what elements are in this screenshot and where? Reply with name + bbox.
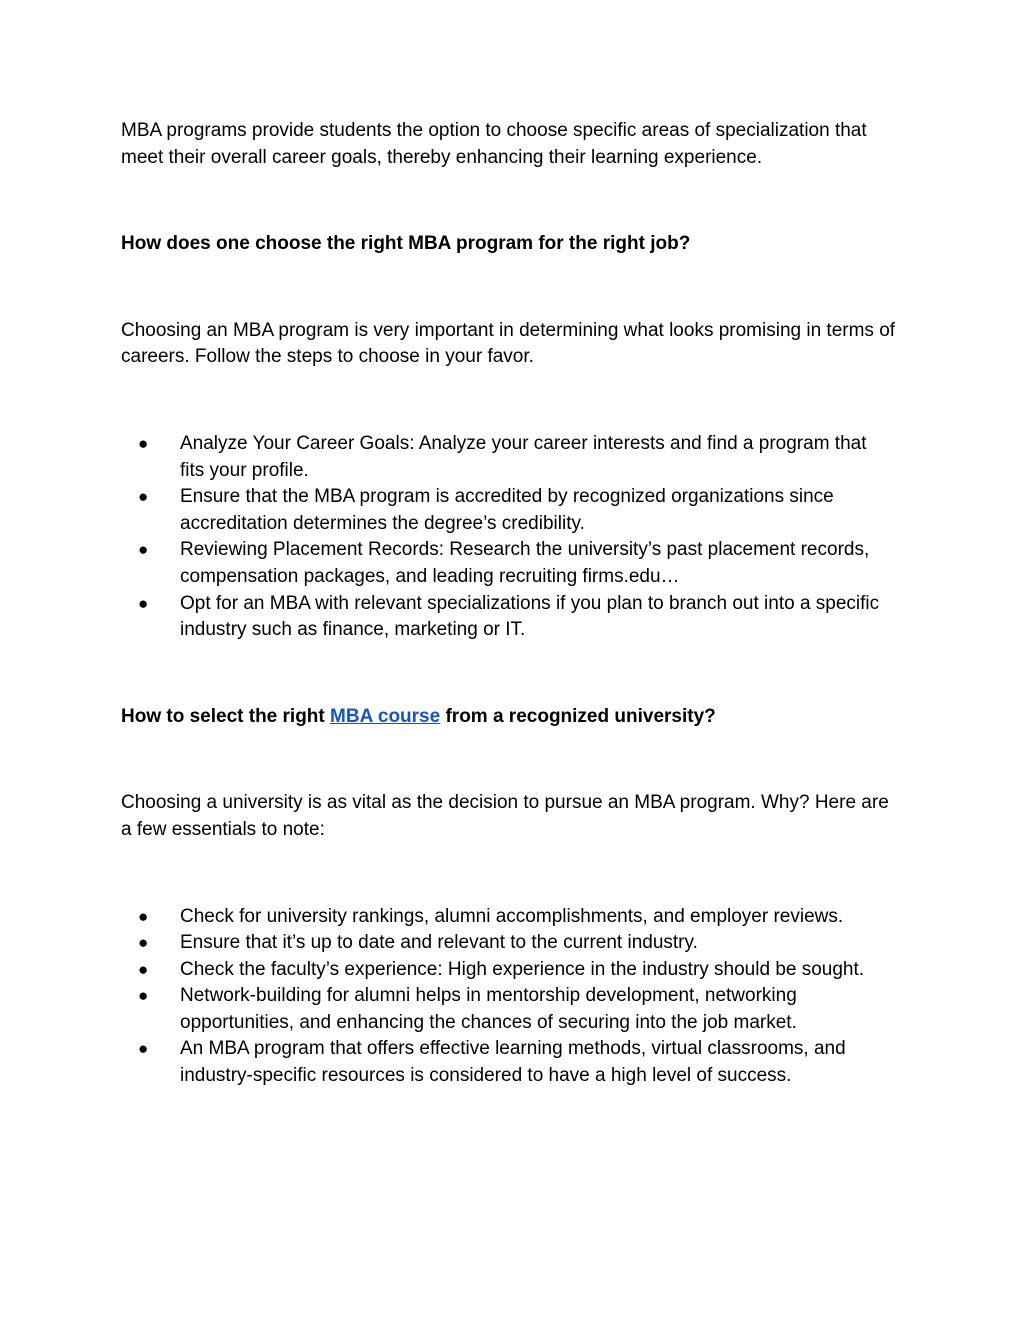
choose-program-paragraph: Choosing an MBA program is very important in determining what looks promising in terms of careers. Follow the steps to choose in your favor. [121, 319, 896, 368]
intro-paragraph: MBA programs provide students the option to choose specific areas of specialization that meet their overall career goals, thereby enhancing their learning experience. [121, 120, 867, 168]
list-item-text: Check the faculty’s experience: High experience in the industry should be sought. [180, 958, 865, 980]
bullet-icon: ● [138, 593, 149, 613]
bullet-icon: ● [138, 433, 149, 453]
section-heading-select-course [121, 704, 896, 731]
bullet-icon: ● [138, 906, 149, 926]
bullet-icon: ● [138, 986, 149, 1006]
bullet-icon: ● [138, 1039, 149, 1059]
list-item-text: Network-building for alumni helps in mentorship development, networking opportunities, and enhancing the chances of securing into the job market. [180, 985, 797, 1033]
list-item [121, 957, 896, 984]
list-item [121, 484, 896, 537]
career-steps-list [121, 431, 896, 644]
bullet-icon: ● [138, 540, 149, 560]
document-page [121, 118, 896, 1090]
heading-text-after: from a recognized university? [440, 705, 716, 727]
mba-course-link[interactable]: MBA course [330, 705, 441, 727]
list-item-text: An MBA program that offers effective learning methods, virtual classrooms, and industry-specific resources is considered to have a high level of success. [180, 1038, 846, 1087]
list-item [121, 591, 896, 644]
bullet-icon: ● [138, 933, 149, 953]
list-item-text: Check for university rankings, alumni accomplishments, and employer reviews. [180, 905, 844, 927]
list-item [121, 930, 896, 957]
section-heading-choose-program: How does one choose the right MBA program for the right job? [121, 233, 691, 255]
bullet-icon: ● [138, 959, 149, 979]
list-item-text: Analyze Your Career Goals: Analyze your career interests and find a program that fits your profile. [180, 432, 867, 481]
list-item-text: Ensure that the MBA program is accredited by recognized organizations since accreditation determines the degree’s credibility. [180, 486, 834, 534]
list-item [121, 904, 896, 931]
bullet-icon: ● [138, 487, 149, 507]
choose-university-paragraph: Choosing a university is as vital as the decision to pursue an MBA program. Why? Here are a few essentials to note: [121, 792, 889, 840]
list-item-text: Ensure that it’s up to date and relevant to the current industry. [180, 932, 698, 954]
list-item-text: Opt for an MBA with relevant specializations if you plan to branch out into a specific industry such as finance, marketing or IT. [180, 592, 880, 641]
list-item [121, 983, 896, 1036]
list-item [121, 1036, 896, 1089]
university-essentials-list [121, 904, 896, 1090]
list-item [121, 537, 896, 590]
list-item-text: Reviewing Placement Records: Research the university’s past placement records, compensation packages, and leading recruiting firms.edu… [180, 539, 870, 587]
heading-text-before: How to select the right [121, 705, 331, 727]
list-item [121, 431, 896, 484]
